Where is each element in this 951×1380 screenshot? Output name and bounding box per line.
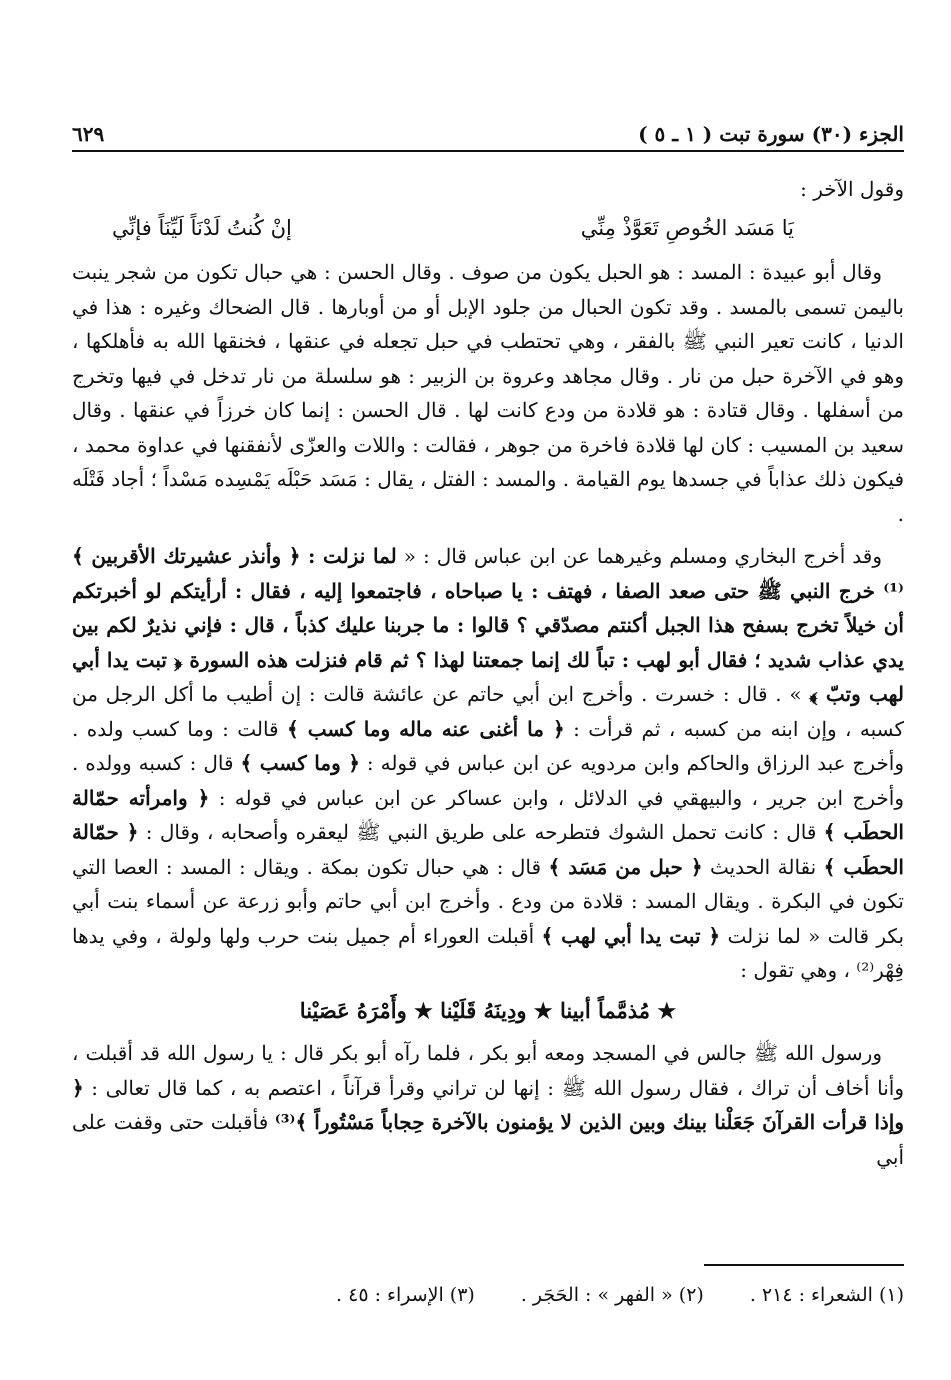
footnote-divider	[704, 1264, 904, 1266]
footnotes	[72, 1284, 904, 1306]
paragraph-3	[72, 1036, 904, 1174]
para2-quote-2: ﴿ ما أغنى عنه ماله وما كسب ﴾	[287, 716, 565, 741]
para2-text-6: نقالة الحديث	[702, 854, 824, 879]
footnote-3: (٣) الإسراء : ٤٥ .	[336, 1284, 475, 1306]
para3-quote-1: ﴿ وإذا قرأت القرآنَ جَعَلْنا بينك وبين الذين لا يؤمنون بالآخرة حِجاباً مَسْتُوراً ﴾⁽³⁾	[72, 1075, 904, 1134]
para2-quote-3: ﴿ وما كسب ﴾	[240, 751, 360, 775]
footnote-2: (٢) « الفهر » : الحَجَر .	[520, 1284, 704, 1306]
header-title: الجزء (٣٠) سورة تبت ( ١ ـ ٥ )	[638, 122, 904, 146]
paragraph-2	[72, 539, 904, 988]
para2-text-3: قالت : وما كسب ولده . وأخرج عبد الرزاق والحاكم وابن مردويه عن ابن عباس في قوله :	[72, 716, 905, 775]
para2-text-4: قال : كسبه وولده . وأخرج ابن جرير ، والبيهقي في الدلائل ، وابن عساكر عن ابن عباس في قوله :	[72, 751, 904, 810]
para2-quote-6: ﴿ حبل من مَسَد ﴾	[548, 854, 703, 879]
para2-text-1: وقد أخرج البخاري ومسلم وغيرهما عن ابن عباس قال : «	[396, 544, 882, 568]
para2-text-2: » . قال : خسرت . وأخرج ابن أبي حاتم عن عائشة قالت : إن أطيب ما أكل الرجل من كسبه ، وإن ابنه من كسبه ، ثم قرأت :	[72, 682, 905, 741]
page-number: ٦٢٩	[72, 122, 105, 146]
verse-hemistich-first: يَا مَسَد الخُوصِ تَعَوَّذْ مِنِّي	[580, 215, 794, 240]
para2-quote-4: ﴿ وامرأته حمّالة الحطَب ﴾	[72, 785, 904, 844]
footnote-1: (١) الشعراء : ٢١٤ .	[749, 1284, 904, 1306]
running-header	[72, 112, 904, 152]
para2-text-5: قال : كانت تحمل الشوك فتطرحه على طريق النبي ﷺ ليعقره وأصحابه ، وقال :	[138, 820, 824, 844]
para2-text-7: قال : هي حبال تكون بمكة . ويقال : المسد : العصا التي تكون في البكرة . ويقال المسد : قلادة من ودع . وأخرج ابن أبي حاتم وأبو زرعة عن أسماء بنت أبي بكر قالت « لما نزلت	[72, 854, 905, 948]
verse-intro: وقول الآخر :	[800, 177, 904, 201]
verse-hemistich-second: إنْ كُنتُ لَدْنَاً لَيِّنَاً فإنِّي	[112, 215, 292, 240]
para3-text-1: ورسول الله ﷺ جالس في المسجد ومعه أبو بكر ، فلما رآه أبو بكر قال : يا رسول الله قد أقبلت ، وأنا أخاف أن تراك ، فقال رسول الله ﷺ : إنها لن تراني وقرأ قرآناً ، اعتصم به ، كما قال تعالى :	[72, 1041, 904, 1100]
poem-line: ★ مُذمَّماً أبينا ★ ودِينَهُ قَلَيْنا ★ وأَمْرَهُ عَصَيْنا	[299, 997, 677, 1023]
para2-text-8: أقبلت العوراء أم جميل بنت حرب ولها ولولة ، وفي يدها فِهْر⁽²⁾ ، وهي تقول :	[72, 923, 904, 982]
poetry-verse	[72, 211, 904, 246]
para2-quote-1: لما نزلت : ﴿ وأنذر عشيرتك الأقربين ﴾⁽¹⁾ خرج النبي ﷺ حتى صعد الصفا ، فهتف : يا صباحاه ، فاجتمعوا إليه ، فقال : أرأيتكم لو أخبرتكم أن خيلاً تخرج بسفح هذا الجبل أكنتم مصدّقي ؟ قالوا : ما جربنا عليك كذباً ، قال : فإني نذيرٌ لكم بين يدي عذاب شديد ؛ فقال أبو لهب : تباً لك إنما جمعتنا لهذا ؟ ثم قام فنزلت هذه السورة ﴿ تبت يدا أبي لهب وتبّ ﴾	[72, 544, 904, 706]
paragraph-1: وقال أبو عبيدة : المسد : هو الحبل يكون من صوف . وقال الحسن : هي حبال تكون من شجر ينبت باليمن تسمى بالمسد . وقد تكون الحبال من جلود الإبل أو من أوبارها . قال الضحاك وغيره : هذا في الدنيا ، كانت تعير النبي ﷺ بالفقر ، وهي تحتطب في حبل تجعله في عنقها ، فخنقها الله به فأهلكها ، وهو في الآخرة حبل من نار . وقال مجاهد وعروة بن الزبير : هو سلسلة من نار تدخل في فيها وتخرج من أسفلها . وقال قتادة : هو قلادة من ودع كانت لها . قال الحسن : إنما كان خرزاً في عنقها . وقال سعيد بن المسيب : كان لها قلادة فاخرة من جوهر ، فقالت : واللات والعزّى لأنفقنها في عداوة محمد ، فيكون ذلك عذاباً في جسدها يوم القيامة . والمسد : الفتل ، يقال : مَسَد حَبْلَه يَمْسِده مَسْداً ؛ أجاد فَتْلَه .	[72, 260, 904, 526]
page-body	[72, 172, 904, 1174]
para2-quote-5: ﴿ حمّالة الحطَب ﴾	[72, 820, 904, 879]
para3-text-2: فأقبلت حتى وقفت على أبي	[72, 1110, 904, 1169]
para2-quote-7: ﴿ تبت يدا أبي لهب ﴾	[541, 923, 721, 948]
